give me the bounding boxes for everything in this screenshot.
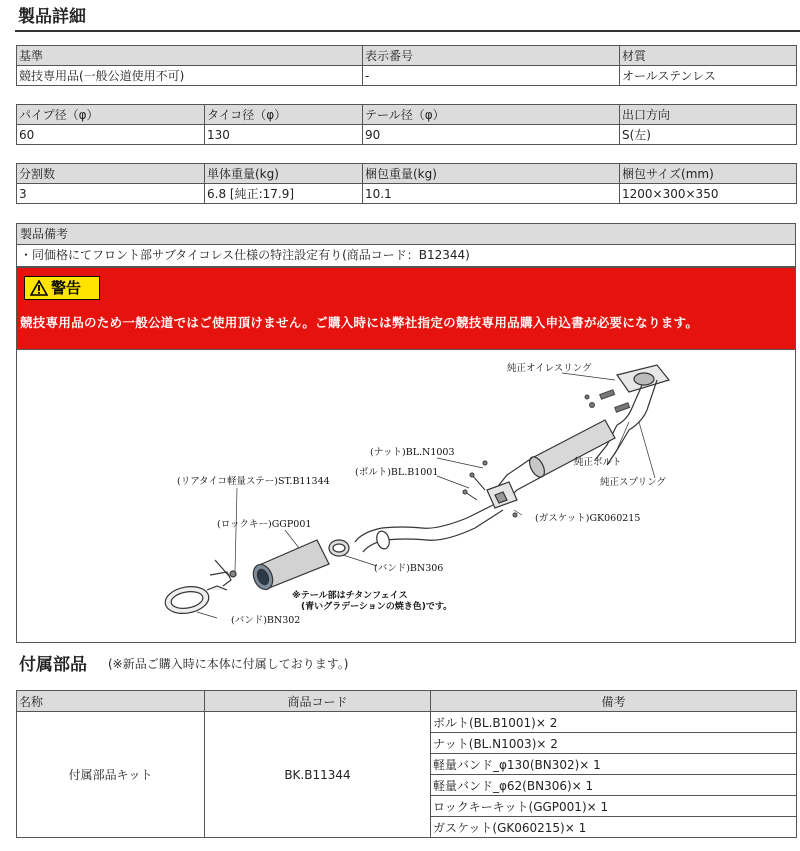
- value-silencer-diameter: 130: [205, 125, 363, 145]
- header-package-size: 梱包サイズ(mm): [620, 164, 797, 184]
- acc-header-code: 商品コード: [205, 691, 431, 712]
- label-bolt: (ボルト)BL.B1001: [355, 467, 439, 478]
- acc-kit-code: BK.B11344: [205, 712, 431, 838]
- accessories-subtitle: (※新品ご購入時に本体に付属しております。): [108, 657, 349, 671]
- warning-triangle-icon: [30, 280, 48, 296]
- header-standard: 基準: [17, 46, 363, 66]
- spec-table-diameters: [16, 104, 797, 145]
- acc-item: 軽量バンド_φ130(BN302)× 1: [431, 754, 797, 775]
- warning-badge: [24, 276, 100, 300]
- acc-item: ナット(BL.N1003)× 2: [431, 733, 797, 754]
- warning-text: 競技専用品のため一般公道ではご使用頂けません。ご購入時には弊社指定の競技専用品購入申込書が必要になります。: [20, 315, 699, 330]
- value-package-weight: 10.1: [363, 184, 620, 204]
- header-package-weight: 梱包重量(kg): [363, 164, 620, 184]
- rear-stay: [210, 560, 236, 586]
- acc-header-remarks: 備考: [431, 691, 797, 712]
- header-pipe-diameter: パイプ径（φ）: [17, 105, 205, 125]
- over-axle-pipe: [355, 505, 503, 552]
- page-title: 製品詳細: [18, 7, 86, 27]
- header-display-number: 表示番号: [363, 46, 620, 66]
- center-flange: [487, 482, 517, 508]
- tail-note-line-2: (青いグラデーションの焼き色)です。: [301, 602, 453, 612]
- header-material: 材質: [620, 46, 797, 66]
- band-bn302: [163, 583, 227, 616]
- acc-kit-name: 付属部品キット: [17, 712, 205, 838]
- label-oem-oil-ring: 純正オイレスリング: [507, 363, 592, 374]
- label-oem-spring: 純正スプリング: [600, 477, 666, 488]
- value-pipe-diameter: 60: [17, 125, 205, 145]
- value-package-size: 1200×300×350: [620, 184, 797, 204]
- value-standard: 競技専用品(一般公道使用不可): [17, 66, 363, 86]
- value-exit-direction: S(左): [620, 125, 797, 145]
- value-material: オールステンレス: [620, 66, 797, 86]
- label-lock-key: (ロックキー)GGP001: [217, 519, 312, 530]
- notes-line: ・同価格にてフロント部サブタイコレス仕様の特注設定有り(商品コード：B12344): [16, 245, 796, 267]
- label-gasket: (ガスケット)GK060215: [535, 513, 641, 524]
- header-tail-diameter: テール径（φ）: [363, 105, 620, 125]
- value-display-number: -: [363, 66, 620, 86]
- label-band-bn302: (バンド)BN302: [231, 615, 301, 626]
- value-tail-diameter: 90: [363, 125, 620, 145]
- value-sections: 3: [17, 184, 205, 204]
- rear-silencer: [250, 540, 329, 592]
- value-unit-weight: 6.8 [純正:17.9]: [205, 184, 363, 204]
- accessories-title: 付属部品: [19, 655, 87, 675]
- spec-table-weights: [16, 163, 797, 204]
- label-nut: (ナット)BL.N1003: [370, 447, 455, 458]
- tail-note-line-1: ※テール部はチタンフェイス: [292, 591, 408, 601]
- acc-item: ガスケット(GK060215)× 1: [431, 817, 797, 838]
- header-silencer-diameter: タイコ径（φ）: [205, 105, 363, 125]
- acc-item: ボルト(BL.B1001)× 2: [431, 712, 797, 733]
- acc-item: ロックキーキット(GGP001)× 1: [431, 796, 797, 817]
- label-oem-bolt: 純正ボルト: [574, 457, 622, 468]
- label-band-bn306: (バンド)BN306: [374, 563, 444, 574]
- oem-spring: [585, 390, 630, 412]
- header-unit-weight: 単体重量(kg): [205, 164, 363, 184]
- acc-header-name: 名称: [17, 691, 205, 712]
- band-bn306: [329, 540, 349, 556]
- label-rear-stay: (リアタイコ軽量ステー)ST.B11344: [177, 476, 330, 487]
- warning-banner: [16, 267, 796, 350]
- accessories-table: [16, 690, 797, 838]
- front-flange: [617, 365, 669, 430]
- header-sections: 分割数: [17, 164, 205, 184]
- warning-badge-label: 警告: [51, 279, 82, 297]
- title-divider: [15, 30, 800, 32]
- header-exit-direction: 出口方向: [620, 105, 797, 125]
- notes-header: 製品備考: [16, 223, 796, 245]
- acc-item: 軽量バンド_φ62(BN306)× 1: [431, 775, 797, 796]
- spec-table-standard: [16, 45, 797, 86]
- sub-silencer: [527, 420, 615, 480]
- exhaust-diagram-svg: [17, 350, 797, 643]
- exhaust-parts-diagram: [16, 350, 796, 643]
